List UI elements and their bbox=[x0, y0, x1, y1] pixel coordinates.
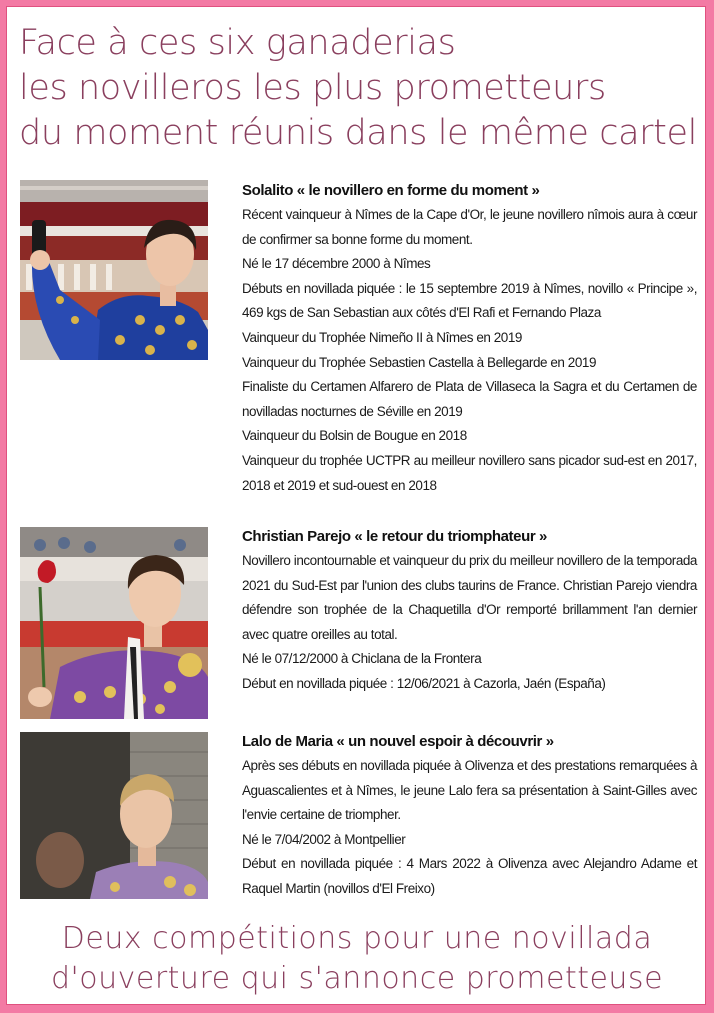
novillero-line: Après ses débuts en novillada piquée à Olivenza et des prestations remarquées à Aguascalientes et à Nîmes, le jeune Lalo fera sa présentation à Saint-Gilles avec l'envie certaine de triompher. bbox=[242, 758, 697, 823]
novillero-line: Né le 17 décembre 2000 à Nîmes bbox=[242, 256, 431, 272]
novillero-line: Vainqueur du Bolsin de Bougue en 2018 bbox=[242, 428, 467, 444]
footer-tagline bbox=[7, 919, 707, 999]
novillero-line: Finaliste du Certamen Alfarero de Plata de Villaseca la Sagra et du Certamen de novilladas nocturnes de Séville en 2019 bbox=[242, 379, 697, 419]
solalito-portrait-image bbox=[20, 180, 208, 360]
novillero-line: Vainqueur du Trophée Nimeño II à Nîmes en 2019 bbox=[242, 329, 522, 345]
novillero-title: Lalo de Maria « un nouvel espoir à découvrir » bbox=[242, 733, 554, 750]
novillero-line: Débuts en novillada piquée : le 15 septembre 2019 à Nîmes, novillo « Principe », 469 kgs de San Sebastian aux côtés d'El Rafi et Fernando Plaza bbox=[242, 280, 697, 321]
headline-line-3: du moment réunis dans le même cartel bbox=[19, 113, 697, 153]
novillero-line: Récent vainqueur à Nîmes de la Cape d'Or, le jeune novillero nîmois aura à cœur de confirmer sa bonne forme du moment. bbox=[242, 207, 697, 247]
footer-line-1: Deux compétitions pour une novillada bbox=[61, 921, 653, 956]
lalo-de-maria-portrait-image bbox=[20, 732, 208, 899]
novillero-block-christian-parejo bbox=[242, 525, 697, 697]
novillero-line: Vainqueur du trophée UCTPR au meilleur novillero sans picador sud-est en 2017, 2018 et 2019 et sud-ouest en 2018 bbox=[242, 452, 697, 493]
headline-line-1: Face à ces six ganaderias bbox=[19, 23, 456, 63]
lalo-de-maria-photo bbox=[20, 732, 208, 899]
christian-parejo-photo bbox=[20, 527, 208, 719]
novillero-line: Né le 07/12/2000 à Chiclana de la Frontera bbox=[242, 651, 482, 667]
novillero-line: Novillero incontournable et vainqueur du prix du meilleur novillero de la temporada 2021 du Sud-Est par l'union des clubs taurins de France. Christian Parejo viendra défendre son trophée de la Chaquetilla d'Or remporté brillamment l'an dernier avec quatre oreilles au total. bbox=[242, 553, 697, 642]
novillero-title: Solalito « le novillero en forme du moment » bbox=[242, 182, 540, 199]
novillero-line: Début en novillada piquée : 4 Mars 2022 à Olivenza avec Alejandro Adame et Raquel Martin (novillos d'El Freixo) bbox=[242, 856, 697, 896]
novillero-title: Christian Parejo « le retour du triomphateur » bbox=[242, 528, 548, 545]
footer-line-2: d'ouverture qui s'annonce prometteuse bbox=[50, 961, 664, 996]
novillero-block-solalito bbox=[242, 179, 697, 498]
headline bbox=[19, 21, 699, 156]
christian-parejo-portrait-image bbox=[20, 527, 208, 719]
headline-line-2: les novilleros les plus prometteurs bbox=[19, 68, 606, 108]
novillero-line: Vainqueur du Trophée Sebastien Castella à Bellegarde en 2019 bbox=[242, 354, 597, 370]
novillero-block-lalo-de-maria bbox=[242, 730, 697, 902]
poster-page bbox=[6, 6, 706, 1005]
novillero-line: Début en novillada piquée : 12/06/2021 à Cazorla, Jaén (España) bbox=[242, 675, 606, 691]
solalito-photo bbox=[20, 180, 208, 360]
novillero-line: Né le 7/04/2002 à Montpellier bbox=[242, 831, 406, 847]
